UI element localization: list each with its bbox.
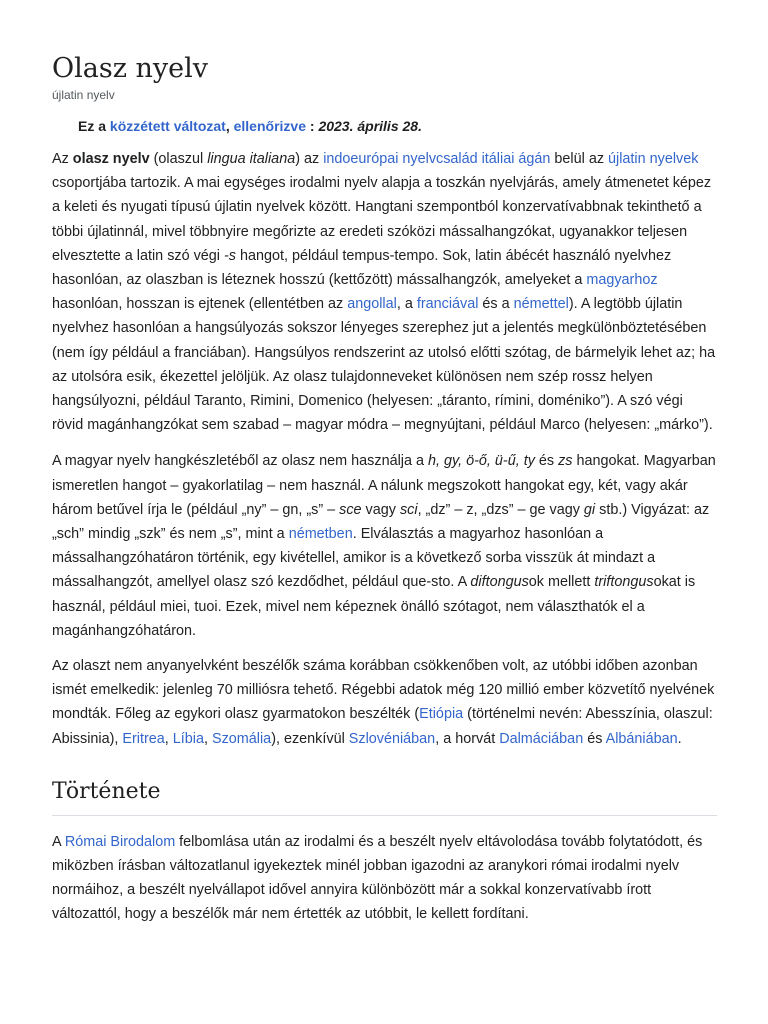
text: A magyar nyelv hangkészletéből az olasz nem használja a [52,453,428,470]
text: ). A legtöbb újlatin nyelvhez hasonlóan a hangsúlyozás sokszor lényeges szerephez jut a jelentés megkülönböztetésében (nem így például a franciában). Hangsúlyos rendszerint az utolsó előtti szótag, de bármelyik lehet az; ha az utolsóra esik, ékezettel jelöljük. Az olasz tulajdonneveket különösen nem szép rossz helyen hangsúlyozni, például Taranto, Rimini, Domenico (helyesen: „táranto, rímini, doméniko”). A szó végi rövid magánhangzókat sem szabad – magyar módra – megnyújtani, például Marco (helyesen: „márko”). [52,296,716,434]
checked-link[interactable]: ellenőrizve [233,118,306,134]
revision-date: 2023. április 28. [318,118,422,134]
link-hungarian[interactable]: magyarhoz [586,272,658,289]
text: és [534,453,559,470]
text: stb.) Vigyázat: az „sch” mindig „szk” és nem „s”, mint a [52,501,710,543]
italic-term: -s [223,247,236,264]
link-italic-branch[interactable]: itáliai ágán [481,151,551,167]
link-somalia[interactable]: Szomália [212,730,272,747]
link-english[interactable]: angollal [347,296,397,313]
text: , [164,730,173,747]
text: , „dz” – z, „dzs” – ge vagy [417,501,584,518]
history-paragraph [52,830,716,927]
page-title: Olasz nyelv [52,53,209,84]
text: , a [396,296,417,313]
revision-prefix: Ez a [78,118,110,134]
italic-term: sci [399,501,418,518]
text: ), ezenkívül [271,730,349,747]
italic-term: h, gy, ö-ő, ü-ű, ty [427,453,535,470]
italic-term: lingua italiana [207,151,296,167]
link-indoeuropean[interactable]: indoeurópai nyelvcsalád [323,151,478,167]
text: Az olaszt nem anyanyelvként beszélők száma korábban csökkenőben volt, az utóbbi időben azonban ismét emelkedik: jelenleg 70 milliósra tehető. Régebbi adatok még 120 millió ember közvetítő nyelvének mondták. Főleg az egykori olasz gyarmatokon beszélték ( [52,658,715,723]
text: okat is használ, például miei, tuoi. Ezek, mivel nem képeznek önálló szótagot, nem választhatók el a magánhangzóhatáron. [52,574,696,639]
text: , [204,730,212,747]
text: belül az [550,151,609,167]
revision-separator: : [305,118,319,134]
italic-term: zs [558,453,573,470]
text: ) az [295,151,324,167]
text: csoportjába tartozik. A mai egységes irodalmi nyelv alapja a toszkán nyelvjárás, amely átmenetet képez a keleti és nyugati típusú újlatin nyelvek között. Hangtani szempontból konzervatívabbnak tekinthető a többi újlatinnál, mivel többnyire megőrizte az eredeti szóközi mássalhangzókat, ugyanakkor teljesen elvesztette a latin szó végi [52,175,712,264]
text: (olaszul [149,151,208,167]
text: hangokat. Magyarban ismeretlen hangot – gyakorlatilag – nem használ. A nálunk megszokott hangokat egy, két, vagy akár három betűvel írja le (például „ny” – gn, „s” – [52,453,716,518]
text: , a horvát [435,730,500,747]
text: hangot, például tempus-tempo. Sok, latin ábécét használó nyelvhez hasonlóan, az olaszban is léteznek hosszú (kettőzött) mássalhangzók, amelyeket a [52,247,672,289]
link-roman-empire[interactable]: Római Birodalom [64,833,176,850]
text: hasonlóan, hosszan is ejtenek (ellentétben az [52,296,348,313]
text: és a [478,296,514,313]
published-version-link[interactable]: közzétett változat [109,118,226,134]
text: . Elválasztás a magyarhoz hasonlóan a mássalhangzóhatáron történik, egy kivétellel, amikor is a következő sorba visszük át mindazt a mássalhangzót, amellyel olasz szó kezdődhet, például que-sto. A [52,526,656,591]
italic-term: sce [339,501,362,518]
text: A [52,833,65,850]
text: ok mellett [528,574,595,591]
bold-term: olasz nyelv [72,151,150,167]
link-slovenia[interactable]: Szlovéniában [348,730,436,747]
link-albania[interactable]: Albániában [605,730,678,747]
sounds-paragraph [52,449,716,643]
italic-term: triftongus [594,574,654,591]
text: és [583,730,606,747]
section-heading-history: Története [52,777,717,816]
link-german[interactable]: némettel [513,296,569,313]
text: vagy [361,501,400,518]
link-french[interactable]: franciával [416,296,479,313]
revision-comma: , [225,118,234,134]
italic-term: gi [583,501,596,518]
link-libya[interactable]: Líbia [172,730,204,747]
text: . [677,730,682,747]
link-eritrea[interactable]: Eritrea [122,730,165,747]
text: (történelmi nevén: Abesszínia, olaszul: Abissinia), [52,706,713,747]
link-ethiopia[interactable]: Etiópia [419,706,464,723]
intro-paragraph [52,147,716,437]
link-german-language[interactable]: németben [288,526,353,543]
italic-term: diftongus [470,574,529,591]
link-romance-languages[interactable]: újlatin nyelvek [608,151,699,167]
speakers-paragraph [52,654,716,751]
page-subtitle: újlatin nyelv [52,88,115,102]
link-dalmatia[interactable]: Dalmáciában [499,730,584,747]
text: felbomlása után az irodalmi és a beszélt nyelv eltávolodása tovább folytatódott, és miközben írásban változatlanul igyekeztek minél jobban igazodni az aranykori római irodalmi nyelv normáihoz, a beszélt nyelvállapot idővel annyira különbözött már a sokkal konzervatívabb írott változattól, hogy a beszélők már nem értették az utóbbit, le kellett fordítani. [52,833,703,923]
revision-notice [78,116,716,136]
text: Az [52,151,73,167]
